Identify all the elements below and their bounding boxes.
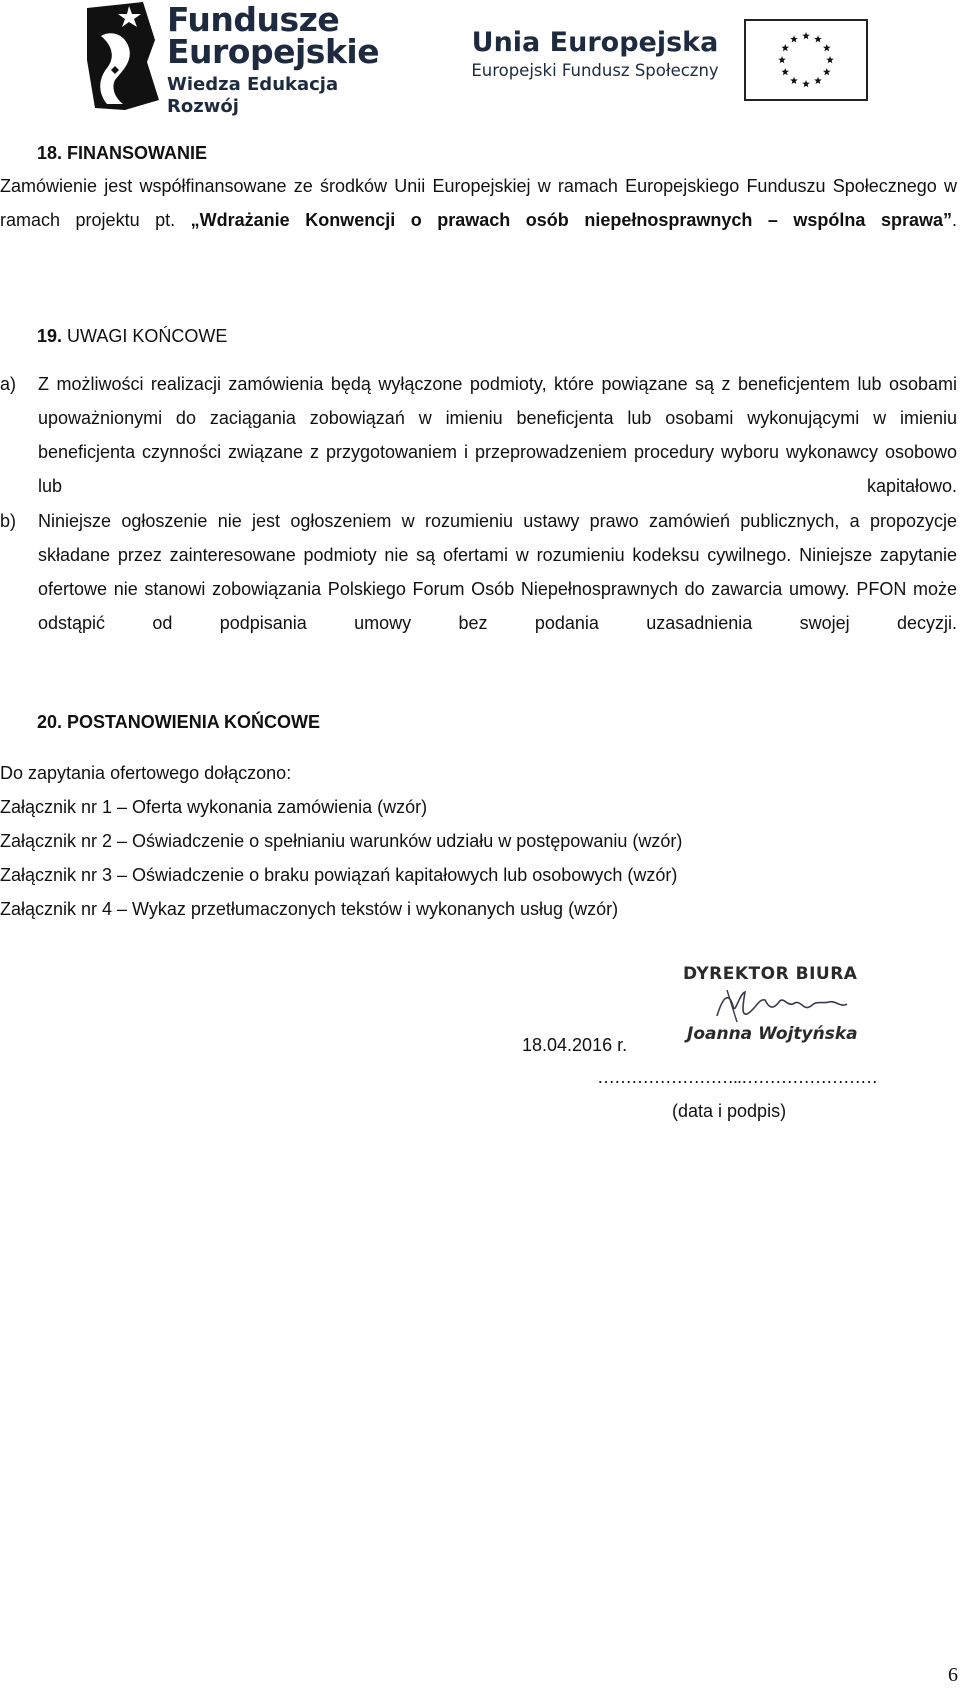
section-18-text-suffix: . <box>951 210 957 230</box>
eu-star-icon <box>778 56 786 63</box>
eu-star-icon <box>814 35 822 42</box>
eu-stars-icon <box>746 21 866 99</box>
eu-star-icon <box>823 44 831 51</box>
item-b-label: b) <box>0 511 17 531</box>
eu-star-icon <box>790 77 798 84</box>
eu-star-icon <box>781 68 789 75</box>
eu-star-icon <box>823 68 831 75</box>
eu-star-icon <box>802 32 810 39</box>
fundusze-europejskie-logo <box>85 0 405 117</box>
attachment-item: Załącznik nr 4 – Wykaz przetłumaczonych tekstów i wykonanych usług (wzór) <box>0 899 619 919</box>
attachment-item: Załącznik nr 2 – Oświadczenie o spełnianiu warunków udziału w postępowaniu (wzór) <box>0 831 683 851</box>
item-a-label: a) <box>0 374 17 394</box>
eu-star-icon <box>826 56 834 63</box>
attachment-item: Załącznik nr 3 – Oświadczenie o braku powiązań kapitałowych lub osobowych (wzór) <box>0 865 678 885</box>
signature-caption: (data i podpis) <box>672 1101 787 1121</box>
fe-emblem-icon <box>85 0 165 112</box>
item-a-text: Z możliwości realizacji zamówienia będą wyłączone podmioty, które powiązane są z beneficjentem lub osobami upoważnionymi do zaciągania zobowiązań w imieniu beneficjenta lub osobami wykonującymi w imieniu beneficjenta czynności związane z przygotowaniem i przeprowadzeniem procedury wyboru wykonawcy osobowo lub kapitałowo. <box>38 374 957 496</box>
signature-date: 18.04.2016 r. <box>522 1035 628 1055</box>
eu-star-icon <box>781 44 789 51</box>
eu-star-icon <box>802 80 810 87</box>
unia-europejska-logo <box>460 26 730 82</box>
attachments-intro: Do zapytania ofertowego dołączono: <box>0 763 292 783</box>
section-18-text-prefix: Zamówienie jest współfinansowane ze środków Unii Europejskiej w ramach Europejskiego Funduszu Społecznego w ramach projektu pt. <box>0 176 957 230</box>
attachment-item: Załącznik nr 1 – Oferta wykonania zamówienia (wzór) <box>0 797 428 817</box>
eu-flag-icon <box>744 19 868 101</box>
section-18-heading: 18. FINANSOWANIE <box>37 143 208 163</box>
fe-logo-tagline: Wiedza Edukacja Rozwój <box>167 74 339 117</box>
handwritten-signature-icon <box>713 986 863 1026</box>
project-title: „Wdrażanie Konwencji o prawach osób niepełnosprawnych – wspólna sprawa” <box>190 210 952 230</box>
signature-stamp <box>673 952 891 1054</box>
stamp-name: Joanna Wojtyńska <box>687 1024 858 1044</box>
eu-star-icon <box>790 35 798 42</box>
ue-logo-title: Unia Europejska <box>471 27 719 58</box>
page-number: 6 <box>948 1664 958 1686</box>
fe-logo-line2: Europejskie <box>167 32 380 71</box>
stamp-title: DYREKTOR BIURA <box>683 964 858 984</box>
fe-logo-line1: Fundusze <box>167 0 340 39</box>
item-b-text: Niniejsze ogłoszenie nie jest ogłoszeniem w rozumieniu ustawy prawo zamówień publicznych, a propozycje składane przez zainteresowane podmioty nie są ofertami w rozumieniu kodeksu cywilnego. Niniejsze zapytanie ofertowe nie stanowi zobowiązania Polskiego Forum Osób Niepełnosprawnych do zawarcia umowy. PFON może odstąpić od podpisania umowy bez podania uzasadnienia swojej decyzji. <box>38 511 957 633</box>
ue-logo-subtitle: Europejski Fundusz Społeczny <box>471 61 719 80</box>
section-18-text <box>0 169 957 237</box>
signature-dots: ……………………..…………………… <box>597 1067 878 1087</box>
eu-star-icon <box>814 77 822 84</box>
section-19-heading: 19. UWAGI KOŃCOWE <box>37 326 228 346</box>
section-20-heading: 20. POSTANOWIENIA KOŃCOWE <box>37 712 321 732</box>
